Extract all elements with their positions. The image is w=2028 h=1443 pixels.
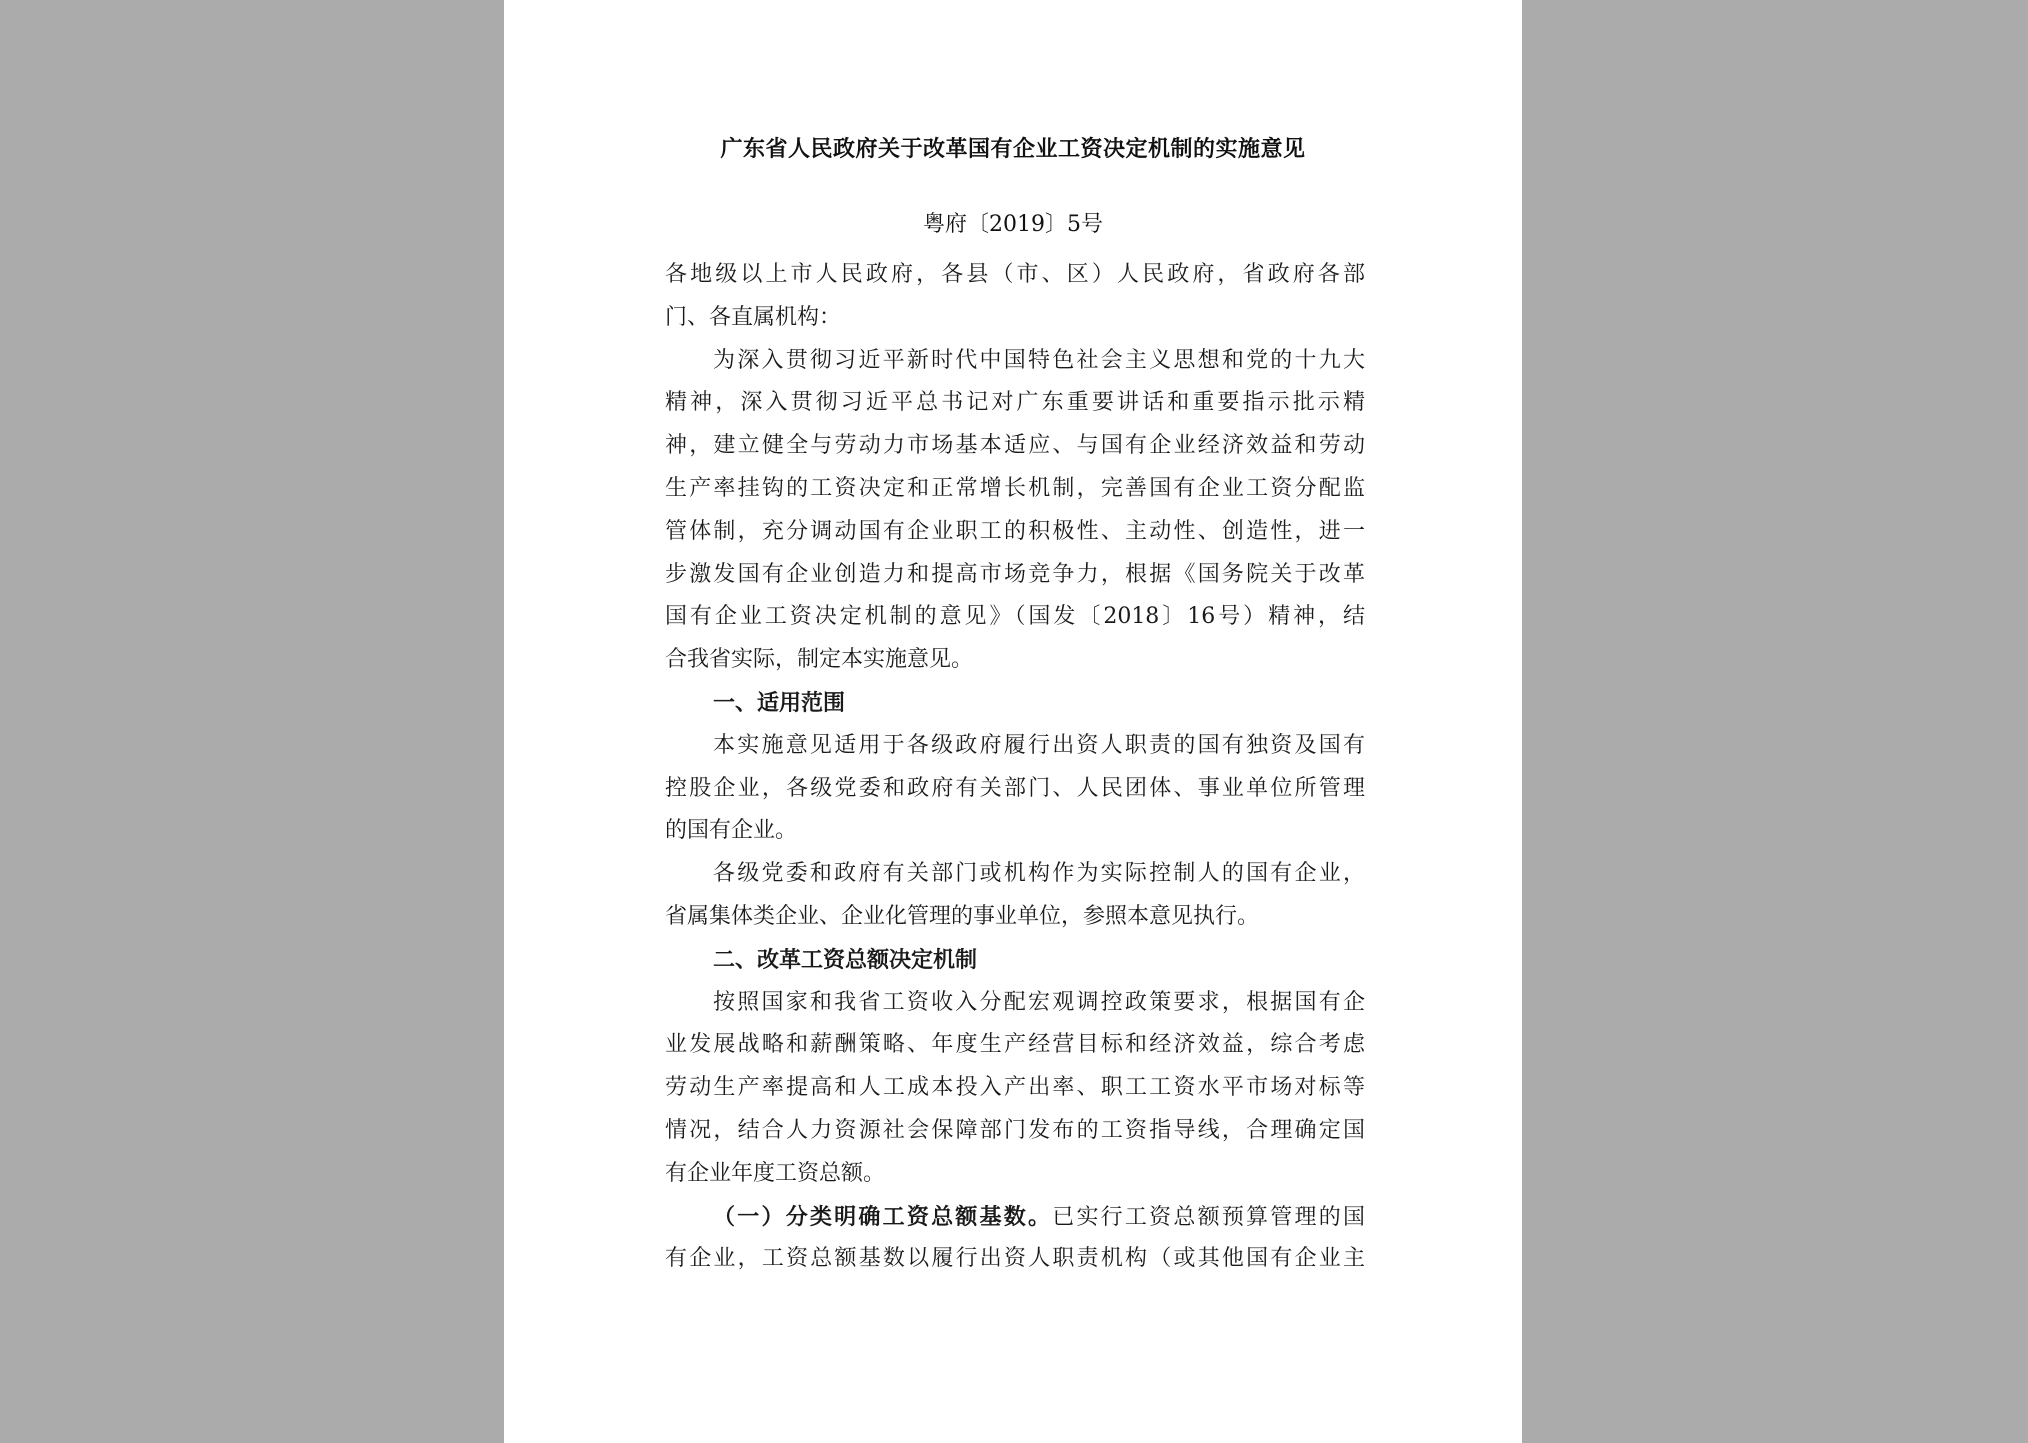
paragraph-line: 门、各直属机构： — [665, 304, 842, 330]
paragraph-line — [665, 1196, 1365, 1239]
paragraph-line: 情况，结合人力资源社会保障部门发布的工资指导线，合理确定国 — [665, 1117, 1365, 1143]
paragraph-text: 已实行工资总额预算管理的国 — [1052, 1204, 1365, 1230]
section-heading: 二、改革工资总额决定机制 — [713, 946, 978, 973]
paragraph-line: 国有企业工资决定机制的意见》（国发〔2018〕16号）精神，结 — [665, 604, 1365, 630]
paragraph-line: 控股企业，各级党委和政府有关部门、人民团体、事业单位所管理 — [665, 775, 1365, 801]
paragraph-line: 的国有企业。 — [665, 818, 798, 844]
paragraph-line: 各地级以上市人民政府，各县（市、区）人民政府，省政府各部 — [665, 262, 1365, 287]
paragraph-line: 按照国家和我省工资收入分配宏观调控政策要求，根据国有企 — [713, 989, 1365, 1015]
document-page — [504, 0, 1522, 1443]
paragraph-line: 业发展战略和薪酬策略、年度生产经营目标和经济效益，综合考虑 — [665, 1032, 1365, 1058]
paragraph-line: 生产率挂钩的工资决定和正常增长机制，完善国有企业工资分配监 — [665, 475, 1365, 501]
document-title: 广东省人民政府关于改革国有企业工资决定机制的实施意见 — [720, 136, 1306, 162]
subsection-heading: （一）分类明确工资总额基数。 — [713, 1203, 1053, 1230]
paragraph-line: 精神，深入贯彻习近平总书记对广东重要讲话和重要指示批示精 — [665, 390, 1365, 416]
paragraph-line: 步激发国有企业创造力和提高市场竞争力，根据《国务院关于改革 — [665, 561, 1365, 587]
document-body — [665, 254, 1365, 1281]
document-number: 粤府〔2019〕5号 — [923, 212, 1103, 237]
paragraph-line: 为深入贯彻习近平新时代中国特色社会主义思想和党的十九大 — [713, 347, 1365, 373]
section-heading: 一、适用范围 — [713, 689, 846, 716]
paragraph-line: 劳动生产率提高和人工成本投入产出率、职工工资水平市场对标等 — [665, 1075, 1365, 1101]
paragraph-line: 合我省实际，制定本实施意见。 — [665, 647, 974, 673]
paragraph-line: 省属集体类企业、企业化管理的事业单位，参照本意见执行。 — [665, 903, 1260, 929]
paragraph-line: 管体制，充分调动国有企业职工的积极性、主动性、创造性，进一 — [665, 518, 1365, 544]
paragraph-line: 神，建立健全与劳动力市场基本适应、与国有企业经济效益和劳动 — [665, 433, 1365, 459]
paragraph-line: 有企业，工资总额基数以履行出资人职责机构（或其他国有企业主 — [665, 1246, 1365, 1272]
paragraph-line: 有企业年度工资总额。 — [665, 1160, 886, 1186]
paragraph-line: 各级党委和政府有关部门或机构作为实际控制人的国有企业， — [713, 861, 1365, 887]
paragraph-line: 本实施意见适用于各级政府履行出资人职责的国有独资及国有 — [713, 732, 1365, 758]
